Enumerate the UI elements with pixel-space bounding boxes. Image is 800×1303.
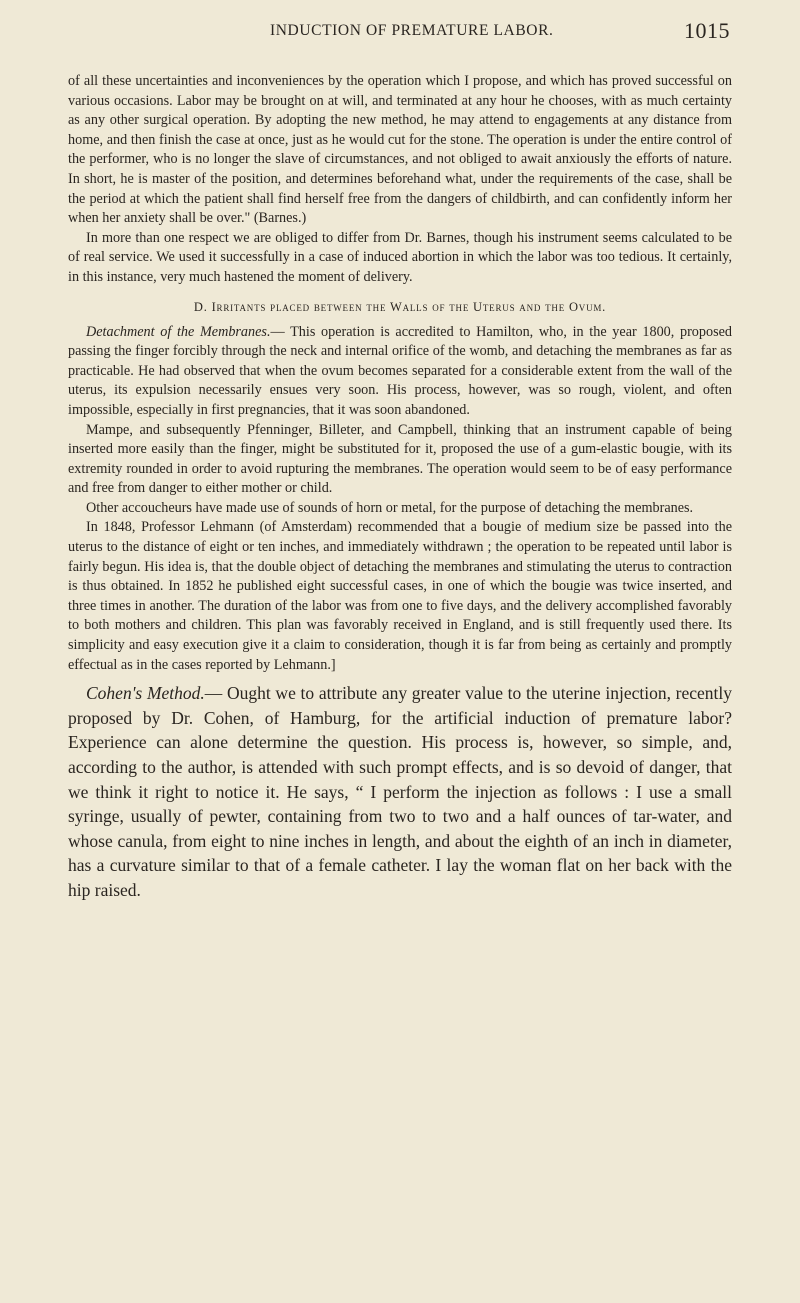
large-type-section (68, 681, 732, 902)
small-type-section (68, 72, 732, 675)
page-number: 1015 (684, 18, 730, 43)
running-header (0, 18, 800, 48)
paragraph-6: In 1848, Professor Lehmann (of Amsterdam) recommended that a bougie of medium size be passed into the uterus to the distance of eight or ten inches, and immediately withdrawn ; the operation to be repeated until labor is fairly begun. His idea is, that the double object of detaching the membranes and stimulating the uterus to contraction is thus obtained. In 1852 he published eight successful cases, in one of which the bougie was twice inserted, and three times in another. The duration of the labor was from one to five days, and the delivery accomplished favorably to both mothers and children. This plan was favorably received in England, and is still frequently used there. Its simplicity and easy execution give it a claim to consideration, though it is far from being as certainly and promptly effectual as in the cases reported by Lehmann.] (68, 519, 732, 673)
paragraph-4: Mampe, and subsequently Pfenninger, Billeter, and Campbell, thinking that an instrument capable of being inserted more easily than the finger, might be substituted for it, proposed the use of a gum-elastic bougie, with its extremity rounded in order to avoid rupturing the membranes. The operation would seem to be of easy performance and free from danger to either mother or child. (68, 421, 732, 497)
paragraph-3-text: — This operation is accredited to Hamilton, who, in the year 1800, proposed passing the finger forcibly through the neck and internal orifice of the womb, and detaching the membranes as far as practicable. He had observed that when the ovum becomes separated for a considerable extent from the wall of the uterus, its expulsion necessarily ensues very soon. His process, however, was so rough, violent, and often impossible, especially in first pregnancies, that it was soon abandoned. (68, 323, 733, 418)
page-body (68, 72, 732, 903)
paragraph-7 (68, 681, 732, 902)
running-title: INDUCTION OF PREMATURE LABOR. (270, 22, 554, 39)
paragraph-3-lead: Detachment of the Membranes. (86, 323, 271, 340)
section-heading: D. Irritants placed between the Walls of the Uterus and the Ovum. (193, 299, 607, 314)
paragraph-2: In more than one respect we are obliged to differ from Dr. Barnes, though his instrument seems calculated to be of real service. We used it successfully in a case of induced abortion in which the labor was too tedious. It certainly, in this instance, very much hastened the moment of delivery. (68, 229, 732, 285)
paragraph-3 (68, 323, 732, 421)
paragraph-1: of all these uncertainties and inconveniences by the operation which I propose, and which has proved successful on various occasions. Labor may be brought on at will, and terminated at any hour he chooses, with as much certainty as any other surgical operation. By adopting the new method, he may attend to engagements at any distance from home, and then finish the case at once, just as he would cut for the stone. The operation is under the entire control of the performer, who is no longer the slave of circumstances, and not obliged to await anxiously the efforts of nature. In short, he is master of the position, and determines beforehand what, under the requirements of the case, shall be the period at which the patient shall find herself free from the dangers of childbirth, and can confidently inform her when her anxiety shall be over." (Barnes.) (68, 73, 732, 227)
paragraph-7-text: — Ought we to attribute any greater value to the uterine injection, recently proposed by Dr. Cohen, of Hamburg, for the artificial induction of premature labor? Experience can alone determine the question. His process is, however, so simple, and, according to the author, is attended with such prompt effects, and is so devoid of danger, that we think it right to notice it. He says, “ I perform the injection as follows : I use a small syringe, usually of pewter, containing from two to two and a half ounces of tar-water, and whose canula, from eight to nine inches in length, and about the eighth of an inch in diameter, has a curvature similar to that of a female catheter. I lay the woman flat on her back with the hip raised. (68, 683, 732, 900)
paragraph-7-lead: Cohen's Method. (86, 683, 205, 704)
paragraph-5: Other accoucheurs have made use of sounds of horn or metal, for the purpose of detaching the membranes. (86, 499, 694, 516)
